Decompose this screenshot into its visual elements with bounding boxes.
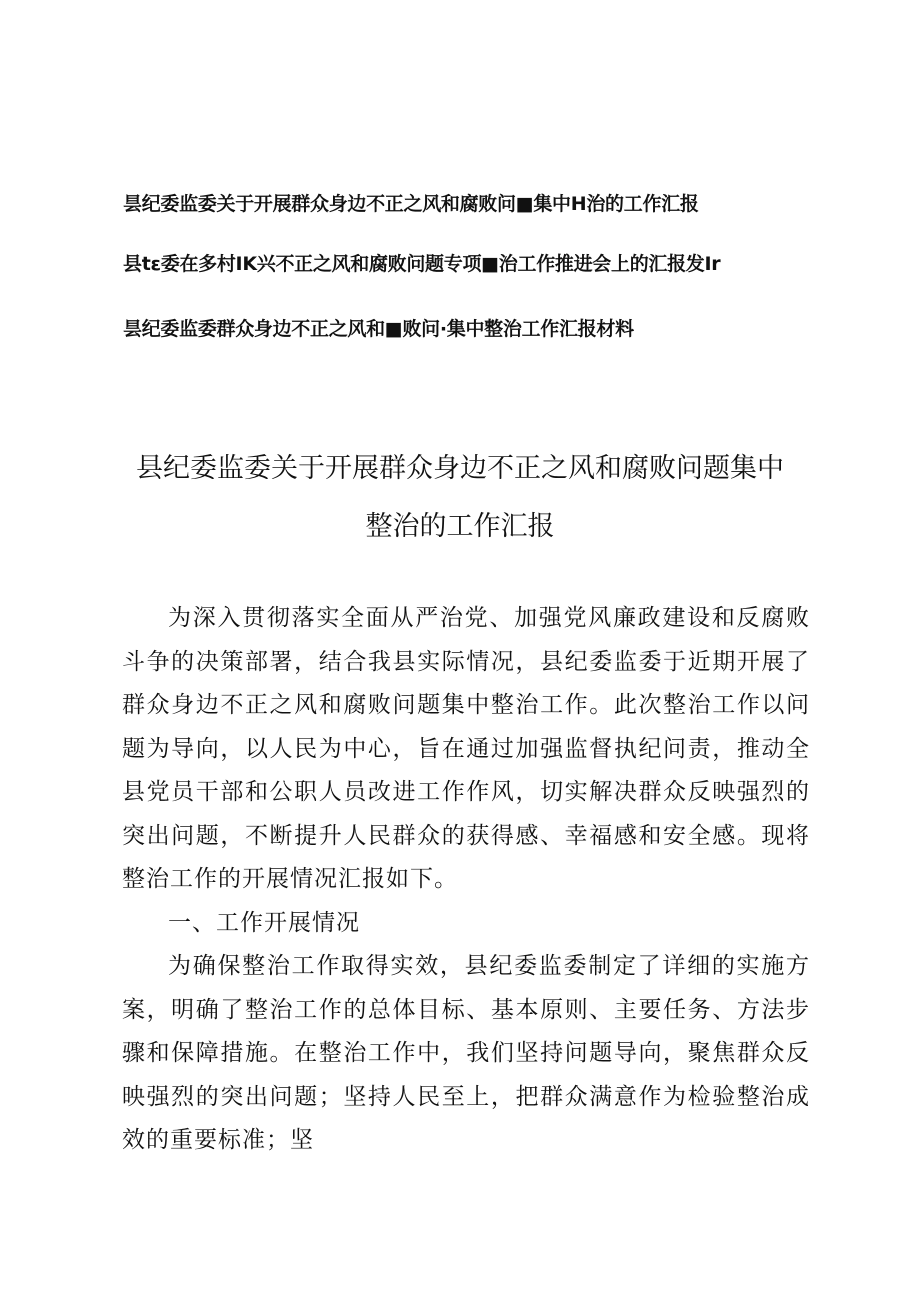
related-document-title: 昙纪委监委关于开展群众身边不正之风和腐败问■集中H治的工作汇报: [123, 193, 699, 215]
related-document-title: 昙纪委监委群众身边不正之风和■败问·集中整治工作汇报材料: [123, 318, 634, 340]
document-title-line-2: 整治的工作汇报: [365, 511, 555, 542]
document-title-line-1: 县纪委监委关于开展群众身边不正之风和腐败问题集中: [136, 453, 784, 484]
body-paragraph: 为深入贯彻落实全面从严治党、加强党风廉政建设和反腐败斗争的决策部署，结合我县实际情况，县纪委监委于近期开展了群众身边不正之风和腐败问题集中整治工作。此次整治工作以问题为导向，以人民为中心，旨在通过加强监督执纪问责，推动全县党员干部和公职人员改进工作作风，切实解决群众反映强烈的突出问题，不断提升人民群众的获得感、幸福感和安全感。现将整治工作的开展情况汇报如下。: [122, 605, 810, 892]
related-document-title: 县tε委在多村IK兴不正之风和腐败问题专项■治工作推进会上的汇报发Ir: [123, 253, 721, 275]
document-body: [122, 597, 810, 1163]
body-paragraph: 为确保整治工作取得实效，县纪委监委制定了详细的实施方案，明确了整治工作的总体目标、基本原则、主要任务、方法步骤和保障措施。在整治工作中，我们坚持问题导向，聚焦群众反映强烈的突出问题；坚持人民至上，把群众满意作为检验整治成效的重要标准；坚: [122, 953, 810, 1153]
section-heading: 一、工作开展情况: [168, 909, 360, 936]
